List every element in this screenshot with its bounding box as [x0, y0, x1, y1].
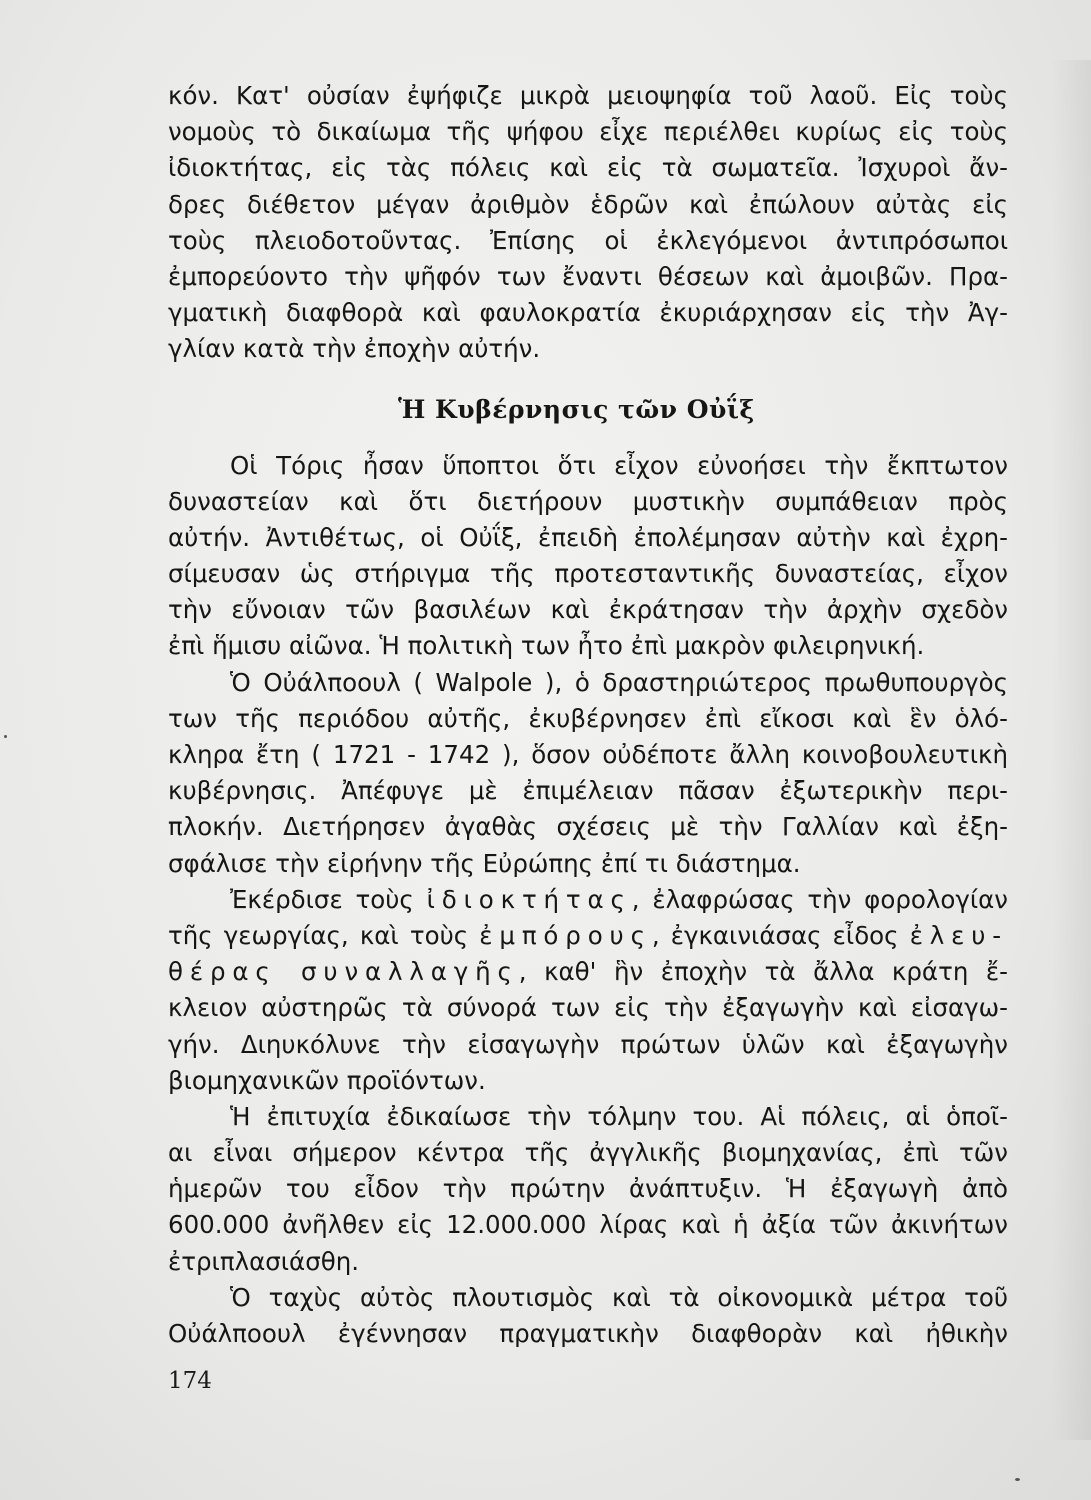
text-line: αι εἶναι σήμερον κέντρα τῆς ἀγγλικῆς βιομηχανίας, ἐπὶ τῶν	[168, 1138, 1008, 1168]
text-run: , ἐγκαινιάσας εἶδος	[651, 920, 910, 950]
text-line: κόν. Κατ' οὐσίαν ἐψήφιζε μικρὰ μειοψηφία τοῦ λαοῦ. Εἰς τοὺς	[168, 81, 1008, 110]
emphasis-text: ἰδιοκτήτας	[426, 884, 632, 914]
text-line: γήν. Διηυκόλυνε τὴν εἰσαγωγὴν πρώτων ὑλῶν καὶ ἐξαγωγὴν	[168, 1029, 1008, 1059]
text-line: κληρα ἔτη ( 1721 - 1742 ), ὅσον οὐδέποτε ἄλλη κοινοβουλευτικὴ	[168, 740, 1008, 769]
text-run: , ἐλαφρώσας τὴν φορολογίαν	[631, 884, 1008, 914]
text-line: ἐτριπλασιάσθη.	[168, 1246, 360, 1276]
text-line: Ὁ Οὐάλποουλ ( Walpole ), ὁ δραστηριώτερος πρωθυπουργὸς	[230, 667, 1008, 697]
scan-speck	[1015, 1478, 1020, 1481]
text-line: νομοὺς τὸ δικαίωμα τῆς ψήφου εἶχε περιέλθει κυρίως εἰς τοὺς	[168, 117, 1008, 147]
text-line: δυναστείαν καὶ ὅτι διετήρουν μυστικὴν συμπάθειαν πρὸς	[168, 486, 1008, 516]
text-line: Ἡ ἐπιτυχία ἐδικαίωσε τὴν τόλμην του. Αἱ πόλεις, αἱ ὁποῖ-	[230, 1101, 1008, 1131]
emphasis-text: ἐμπόρους	[479, 920, 652, 950]
text-line	[168, 882, 1008, 918]
text-line: τὴν εὔνοιαν τῶν βασιλέων καὶ ἐκράτησαν τὴν ἀρχὴν σχεδὸν	[168, 595, 1008, 625]
text-line: ἰδιοκτήτας, εἰς τὰς πόλεις καὶ εἰς τὰ σωματεῖα. Ἰσχυροὶ ἄν-	[168, 153, 1008, 183]
text-line: σφάλισε τὴν εἰρήνην τῆς Εὐρώπης ἐπί τι διάστημα.	[168, 848, 801, 878]
text-run: Ἐκέρδισε τοὺς	[230, 884, 427, 914]
text-line: αὐτήν. Ἀντιθέτως, οἱ Οὐΐξ, ἐπειδὴ ἐπολέμησαν αὐτὴν καὶ ἐχρη-	[168, 522, 1008, 552]
text-line: Ὁ ταχὺς αὐτὸς πλουτισμὸς καὶ τὰ οἰκονομικὰ μέτρα τοῦ	[230, 1282, 1008, 1312]
text-line: Οἱ Τόρις ἦσαν ὕποπτοι ὅτι εἶχον εὐνοήσει τὴν ἔκπτωτον	[230, 450, 1008, 480]
text-line: σίμευσαν ὡς στήριγμα τῆς προτεσταντικῆς δυναστείας, εἶχον	[168, 559, 1008, 589]
scan-speck	[4, 735, 7, 738]
text-line: δρες διέθετον μέγαν ἀριθμὸν ἑδρῶν καὶ ἐπώλουν αὐτὰς εἰς	[168, 189, 1008, 219]
page-text	[168, 78, 1008, 1352]
text-line: ἐπὶ ἥμισυ αἰῶνα. Ἡ πολιτικὴ των ἦτο ἐπὶ μακρὸν φιλειρηνική.	[168, 631, 925, 661]
text-line: των τῆς περιόδου αὐτῆς, ἐκυβέρνησεν ἐπὶ εἴκοσι καὶ ἓν ὁλό-	[168, 703, 1008, 733]
emphasis-text: ἐλευ-	[909, 920, 1008, 950]
text-line	[168, 918, 1008, 954]
paragraph-1	[168, 78, 1008, 368]
paragraph-2	[168, 448, 1008, 665]
text-line: Οὐάλποουλ ἐγέννησαν πραγματικὴν διαφθορὰν καὶ ἠθικὴν	[168, 1319, 1008, 1348]
page-edge-shadow	[1051, 60, 1091, 1440]
text-line: κλειον αὐστηρῶς τὰ σύνορά των εἰς τὴν ἐξαγωγὴν καὶ εἰσαγω-	[168, 993, 1008, 1023]
paragraph-4	[168, 882, 1008, 1099]
emphasis-text: θέρας συναλλαγῆς	[168, 957, 519, 987]
text-line	[168, 954, 1008, 990]
paragraph-6	[168, 1280, 1008, 1352]
text-line: τοὺς πλειοδοτοῦντας. Ἐπίσης οἱ ἐκλεγόμενοι ἀντιπρόσωποι	[168, 225, 1008, 255]
section-heading: Ἡ Κυβέρνησις τῶν Οὐΐξ	[398, 394, 755, 424]
text-line: ἡμερῶν του εἶδον τὴν πρώτην ἀνάπτυξιν. Ἡ ἐξαγωγὴ ἀπὸ	[168, 1174, 1008, 1204]
text-line: βιομηχανικῶν προϊόντων.	[168, 1065, 486, 1095]
text-line: γματικὴ διαφθορὰ καὶ φαυλοκρατία ἐκυριάρχησαν εἰς τὴν Ἀγ-	[168, 298, 1008, 328]
text-line: 600.000 ἀνῆλθεν εἰς 12.000.000 λίρας καὶ ἡ ἀξία τῶν ἀκινήτων	[168, 1210, 1008, 1240]
paragraph-5	[168, 1099, 1008, 1280]
text-run: τῆς γεωργίας, καὶ τοὺς	[168, 920, 480, 950]
text-line: ἐμπορεύοντο τὴν ψῆφόν των ἔναντι θέσεων καὶ ἀμοιβῶν. Πρα-	[168, 261, 1008, 291]
text-line: κυβέρνησις. Ἀπέφυγε μὲ ἐπιμέλειαν πᾶσαν ἐξωτερικὴν περι-	[168, 776, 1008, 806]
paragraph-3	[168, 665, 1008, 882]
page-number: 174	[168, 1368, 212, 1394]
text-line: γλίαν κατὰ τὴν ἐποχὴν αὐτήν.	[168, 334, 541, 364]
text-line: πλοκήν. Διετήρησεν ἀγαθὰς σχέσεις μὲ τὴν Γαλλίαν καὶ ἐξη-	[168, 812, 1008, 842]
text-run: , καθ' ἣν ἐποχὴν τὰ ἄλλα κράτη ἔ-	[518, 957, 1008, 987]
